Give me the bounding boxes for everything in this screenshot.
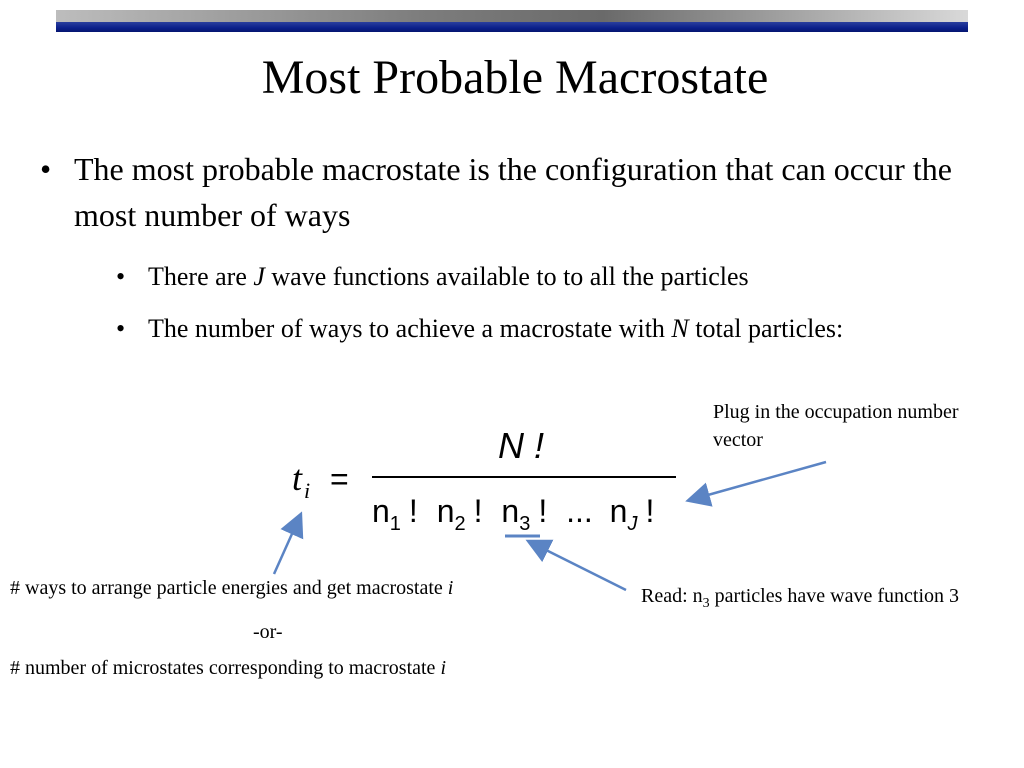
sub-bullet-text: There are J wave functions available to to all the particles xyxy=(148,262,749,291)
arrow-plug-in xyxy=(690,462,826,500)
var-j: J xyxy=(253,262,265,291)
note-ways: # ways to arrange particle energies and get macrostate i xyxy=(10,577,454,599)
sub-bullet-text: The number of ways to achieve a macrostate with N total particles: xyxy=(148,314,844,343)
note-microstates: # number of microstates corresponding to macrostate i xyxy=(10,657,446,679)
bullet-marker: • xyxy=(40,151,52,187)
bullet-marker: • xyxy=(116,314,126,343)
arrow-ways xyxy=(274,516,300,574)
note-plug-in: Plug in the occupation number vector xyxy=(713,401,959,451)
main-bullet-text: The most probable macrostate is the configuration that can occur the most number of ways xyxy=(74,151,952,233)
eq-equals: = xyxy=(330,461,349,497)
eq-lhs: t xyxy=(292,458,303,498)
note-or: -or- xyxy=(253,621,283,643)
eq-numerator: N ! xyxy=(498,425,545,466)
eq-denominator: $n_1$ ! $n_2$ ! $n_3$ ! ... $n_J$ ! xyxy=(372,493,655,535)
slide-title: Most Probable Macrostate xyxy=(261,51,769,104)
var-n: N xyxy=(671,314,689,343)
note-read: Read: $n_3$ particles have wave function 3 xyxy=(641,585,960,611)
eq-lhs-sub: i xyxy=(304,478,311,503)
bullet-marker: • xyxy=(116,262,126,291)
